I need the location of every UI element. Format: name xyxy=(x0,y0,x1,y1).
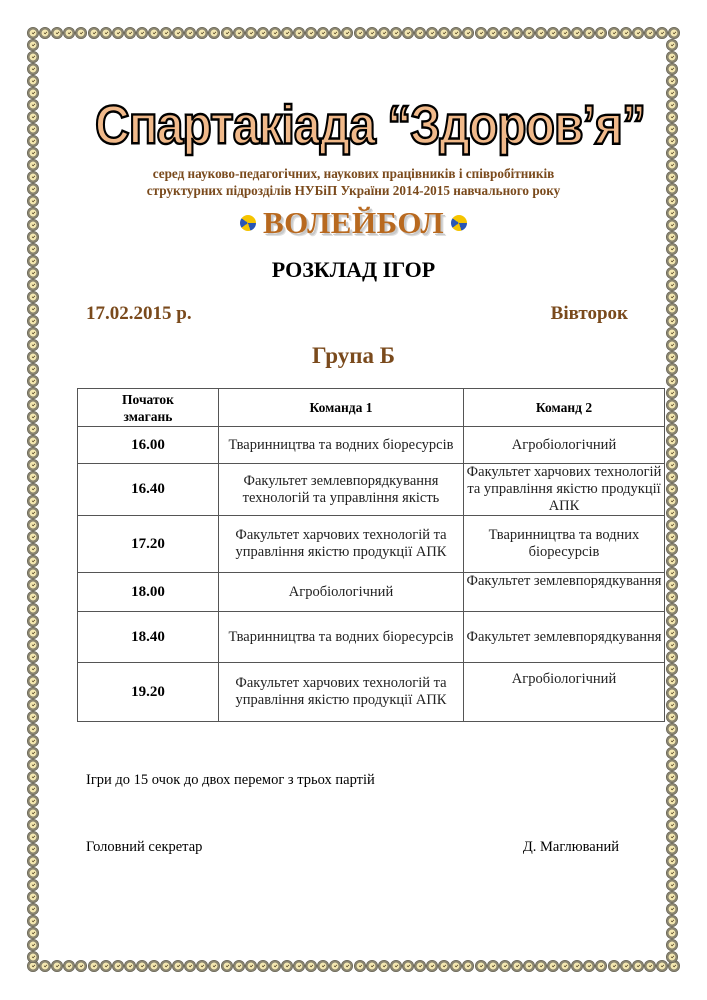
clock-icon xyxy=(27,903,39,915)
clock-icon xyxy=(666,591,678,603)
clock-icon xyxy=(666,795,678,807)
clock-icon xyxy=(317,27,329,39)
clock-icon xyxy=(27,855,39,867)
clock-icon xyxy=(27,447,39,459)
clock-icon xyxy=(666,771,678,783)
team-2-cell: Агробіологічний xyxy=(464,427,665,464)
clock-icon xyxy=(378,27,390,39)
clock-icon xyxy=(666,315,678,327)
start-time-cell: 19.20 xyxy=(78,663,219,722)
clock-icon xyxy=(666,123,678,135)
clock-icon xyxy=(305,27,317,39)
start-time-cell: 16.00 xyxy=(78,427,219,464)
clock-icon xyxy=(559,27,571,39)
clock-icon xyxy=(27,591,39,603)
clock-icon xyxy=(27,579,39,591)
clock-icon xyxy=(666,915,678,927)
clock-icon xyxy=(27,951,39,963)
start-time-cell: 18.00 xyxy=(78,573,219,612)
clock-icon xyxy=(620,960,632,972)
clock-icon xyxy=(666,723,678,735)
clock-icon xyxy=(666,63,678,75)
clock-icon xyxy=(341,27,353,39)
clock-icon xyxy=(666,567,678,579)
clock-icon xyxy=(666,627,678,639)
clock-icon xyxy=(666,747,678,759)
clock-icon xyxy=(27,783,39,795)
schedule-title: РОЗКЛАД ІГОР xyxy=(271,257,436,282)
volleyball-icon xyxy=(240,215,256,231)
clock-icon xyxy=(666,543,678,555)
clock-icon xyxy=(27,135,39,147)
clock-icon xyxy=(666,243,678,255)
clock-icon xyxy=(27,675,39,687)
clock-icon xyxy=(305,960,317,972)
clock-icon xyxy=(63,27,75,39)
clock-icon xyxy=(148,960,160,972)
team-1-cell: Тваринництва та водних біоресурсів xyxy=(219,427,464,464)
clock-icon xyxy=(666,675,678,687)
clock-icon xyxy=(27,867,39,879)
clock-icon xyxy=(221,27,233,39)
clock-icon xyxy=(511,960,523,972)
clock-icon xyxy=(668,27,680,39)
page-border-bottom xyxy=(27,960,680,972)
clock-icon xyxy=(329,960,341,972)
clock-icon xyxy=(39,27,51,39)
clock-icon xyxy=(666,447,678,459)
clock-icon xyxy=(27,375,39,387)
clock-icon xyxy=(666,99,678,111)
clock-icon xyxy=(27,507,39,519)
clock-icon xyxy=(450,27,462,39)
clock-icon xyxy=(27,87,39,99)
clock-icon xyxy=(608,27,620,39)
team-2-cell: Факультет землевпорядкування xyxy=(464,573,665,612)
clock-icon xyxy=(281,27,293,39)
clock-icon xyxy=(414,27,426,39)
clock-icon xyxy=(666,135,678,147)
clock-icon xyxy=(51,27,63,39)
clock-icon xyxy=(366,960,378,972)
clock-icon xyxy=(293,960,305,972)
clock-icon xyxy=(172,960,184,972)
clock-icon xyxy=(666,555,678,567)
clock-icon xyxy=(27,303,39,315)
clock-icon xyxy=(27,423,39,435)
clock-icon xyxy=(666,867,678,879)
title-text: Спартакіада “Здоров’я” xyxy=(95,94,646,157)
clock-icon xyxy=(666,783,678,795)
clock-icon xyxy=(27,27,39,39)
clock-icon xyxy=(63,960,75,972)
clock-icon xyxy=(402,960,414,972)
clock-icon xyxy=(559,960,571,972)
clock-icon xyxy=(27,891,39,903)
clock-icon xyxy=(233,27,245,39)
clock-icon xyxy=(27,687,39,699)
clock-icon xyxy=(666,495,678,507)
clock-icon xyxy=(88,27,100,39)
clock-icon xyxy=(666,663,678,675)
clock-icon xyxy=(438,27,450,39)
clock-icon xyxy=(666,423,678,435)
clock-icon xyxy=(221,960,233,972)
clock-icon xyxy=(666,819,678,831)
clock-icon xyxy=(39,960,51,972)
clock-icon xyxy=(196,960,208,972)
clock-icon xyxy=(27,555,39,567)
clock-icon xyxy=(124,960,136,972)
clock-icon xyxy=(666,831,678,843)
header-team-2: Команд 2 xyxy=(464,389,665,427)
clock-icon xyxy=(341,960,353,972)
clock-icon xyxy=(27,843,39,855)
clock-icon xyxy=(100,27,112,39)
clock-icon xyxy=(27,39,39,51)
start-time-cell: 18.40 xyxy=(78,612,219,663)
clock-icon xyxy=(414,960,426,972)
clock-icon xyxy=(27,411,39,423)
clock-icon xyxy=(124,27,136,39)
signature-name: Д. Маглюваний xyxy=(522,839,619,855)
clock-icon xyxy=(487,960,499,972)
clock-icon xyxy=(666,531,678,543)
clock-icon xyxy=(620,27,632,39)
clock-icon xyxy=(160,27,172,39)
clock-icon xyxy=(666,375,678,387)
clock-icon xyxy=(27,63,39,75)
header-team-1: Команда 1 xyxy=(219,389,464,427)
clock-icon xyxy=(666,519,678,531)
clock-icon xyxy=(27,759,39,771)
clock-icon xyxy=(27,531,39,543)
clock-icon xyxy=(136,960,148,972)
clock-icon xyxy=(462,27,474,39)
clock-icon xyxy=(523,27,535,39)
team-2-cell: Факультет харчових технологій та управління якістю продукції АПК xyxy=(464,464,665,516)
clock-icon xyxy=(666,807,678,819)
table-row xyxy=(78,612,665,663)
clock-icon xyxy=(666,615,678,627)
clock-icon xyxy=(499,27,511,39)
clock-icon xyxy=(595,960,607,972)
clock-icon xyxy=(184,27,196,39)
clock-icon xyxy=(666,459,678,471)
clock-icon xyxy=(27,291,39,303)
clock-icon xyxy=(27,519,39,531)
volleyball-icon xyxy=(451,215,467,231)
team-2-cell: Агробіологічний xyxy=(464,663,665,722)
clock-icon xyxy=(632,960,644,972)
sport-title: ВОЛЕЙБОЛ xyxy=(262,205,445,240)
clock-icon xyxy=(245,27,257,39)
clock-icon xyxy=(666,411,678,423)
clock-icon xyxy=(257,960,269,972)
team-1-cell: Факультет харчових технологій та управління якістю продукції АПК xyxy=(219,663,464,722)
clock-icon xyxy=(27,435,39,447)
clock-icon xyxy=(666,87,678,99)
clock-icon xyxy=(136,27,148,39)
clock-icon xyxy=(535,27,547,39)
clock-icon xyxy=(148,27,160,39)
clock-icon xyxy=(583,27,595,39)
clock-icon xyxy=(462,960,474,972)
clock-icon xyxy=(487,27,499,39)
table-row xyxy=(78,464,665,516)
clock-icon xyxy=(27,147,39,159)
clock-icon xyxy=(27,651,39,663)
clock-icon xyxy=(329,27,341,39)
clock-icon xyxy=(390,27,402,39)
table-row xyxy=(78,516,665,573)
clock-icon xyxy=(511,27,523,39)
clock-icon xyxy=(666,291,678,303)
clock-icon xyxy=(666,927,678,939)
clock-icon xyxy=(475,960,487,972)
group-title: Група Б xyxy=(312,343,395,368)
clock-icon xyxy=(656,27,668,39)
clock-icon xyxy=(666,639,678,651)
clock-icon xyxy=(27,327,39,339)
clock-icon xyxy=(378,960,390,972)
subtitle-line-1: серед науково-педагогічних, наукових працівників і співробітників xyxy=(152,166,555,181)
clock-icon xyxy=(27,483,39,495)
clock-icon xyxy=(27,627,39,639)
clock-icon xyxy=(666,711,678,723)
clock-icon xyxy=(75,27,87,39)
clock-icon xyxy=(51,960,63,972)
clock-icon xyxy=(27,939,39,951)
clock-icon xyxy=(450,960,462,972)
clock-icon xyxy=(666,699,678,711)
clock-icon xyxy=(27,567,39,579)
clock-icon xyxy=(666,147,678,159)
clock-icon xyxy=(583,960,595,972)
clock-icon xyxy=(27,51,39,63)
clock-icon xyxy=(257,27,269,39)
clock-icon xyxy=(426,27,438,39)
clock-icon xyxy=(27,603,39,615)
clock-icon xyxy=(571,960,583,972)
clock-icon xyxy=(666,735,678,747)
subtitle-line-2: структурних підрозділів НУБіП України 2014-2015 навчального року xyxy=(146,183,561,198)
title-word-art xyxy=(90,93,650,163)
clock-icon xyxy=(666,327,678,339)
clock-icon xyxy=(245,960,257,972)
clock-icon xyxy=(233,960,245,972)
clock-icon xyxy=(27,111,39,123)
header-start-time: Початок змагань xyxy=(78,389,219,427)
clock-icon xyxy=(172,27,184,39)
team-2-cell: Факультет землевпорядкування xyxy=(464,612,665,663)
clock-icon xyxy=(269,27,281,39)
clock-icon xyxy=(571,27,583,39)
clock-icon xyxy=(666,879,678,891)
clock-icon xyxy=(27,819,39,831)
clock-icon xyxy=(27,99,39,111)
team-1-cell: Факультет харчових технологій та управління якістю продукції АПК xyxy=(219,516,464,573)
signature-role: Головний секретар xyxy=(86,839,203,855)
clock-icon xyxy=(666,855,678,867)
clock-icon xyxy=(666,471,678,483)
clock-icon xyxy=(27,615,39,627)
match-weekday: Вівторок xyxy=(550,303,628,324)
clock-icon xyxy=(27,795,39,807)
clock-icon xyxy=(112,960,124,972)
clock-icon xyxy=(366,27,378,39)
clock-icon xyxy=(196,27,208,39)
clock-icon xyxy=(666,39,678,51)
clock-icon xyxy=(27,747,39,759)
clock-icon xyxy=(499,960,511,972)
clock-icon xyxy=(27,699,39,711)
clock-icon xyxy=(523,960,535,972)
clock-icon xyxy=(632,27,644,39)
clock-icon xyxy=(666,603,678,615)
clock-icon xyxy=(281,960,293,972)
clock-icon xyxy=(666,579,678,591)
clock-icon xyxy=(426,960,438,972)
clock-icon xyxy=(666,435,678,447)
clock-icon xyxy=(666,399,678,411)
clock-icon xyxy=(354,960,366,972)
clock-icon xyxy=(475,27,487,39)
clock-icon xyxy=(269,960,281,972)
clock-icon xyxy=(184,960,196,972)
start-time-cell: 16.40 xyxy=(78,464,219,516)
clock-icon xyxy=(160,960,172,972)
clock-icon xyxy=(27,471,39,483)
clock-icon xyxy=(390,960,402,972)
clock-icon xyxy=(666,939,678,951)
clock-icon xyxy=(666,483,678,495)
clock-icon xyxy=(402,27,414,39)
clock-icon xyxy=(27,663,39,675)
clock-icon xyxy=(666,75,678,87)
clock-icon xyxy=(644,960,656,972)
clock-icon xyxy=(666,387,678,399)
clock-icon xyxy=(27,735,39,747)
schedule-table xyxy=(77,388,665,722)
clock-icon xyxy=(666,891,678,903)
clock-icon xyxy=(27,711,39,723)
table-row xyxy=(78,427,665,464)
clock-icon xyxy=(666,951,678,963)
table-header-row xyxy=(78,389,665,427)
clock-icon xyxy=(27,459,39,471)
match-date: 17.02.2015 р. xyxy=(86,303,192,324)
clock-icon xyxy=(666,111,678,123)
clock-icon xyxy=(666,51,678,63)
clock-icon xyxy=(666,903,678,915)
clock-icon xyxy=(27,771,39,783)
clock-icon xyxy=(666,687,678,699)
clock-icon xyxy=(666,303,678,315)
sport-heading xyxy=(0,205,707,241)
rules-note: Ігри до 15 очок до двох перемог з трьох партій xyxy=(86,772,375,788)
clock-icon xyxy=(208,960,220,972)
clock-icon xyxy=(27,879,39,891)
clock-icon xyxy=(666,507,678,519)
clock-icon xyxy=(547,27,559,39)
clock-icon xyxy=(595,27,607,39)
clock-icon xyxy=(27,387,39,399)
clock-icon xyxy=(354,27,366,39)
clock-icon xyxy=(27,75,39,87)
clock-icon xyxy=(27,123,39,135)
clock-icon xyxy=(27,495,39,507)
clock-icon xyxy=(27,927,39,939)
team-2-cell: Тваринництва та водних біоресурсів xyxy=(464,516,665,573)
clock-icon xyxy=(608,960,620,972)
team-1-cell: Тваринництва та водних біоресурсів xyxy=(219,612,464,663)
clock-icon xyxy=(27,543,39,555)
clock-icon xyxy=(27,915,39,927)
clock-icon xyxy=(666,759,678,771)
clock-icon xyxy=(535,960,547,972)
clock-icon xyxy=(27,243,39,255)
clock-icon xyxy=(27,315,39,327)
clock-icon xyxy=(112,27,124,39)
table-row xyxy=(78,573,665,612)
team-1-cell: Факультет землевпорядкування технологій та управління якість xyxy=(219,464,464,516)
clock-icon xyxy=(27,831,39,843)
clock-icon xyxy=(438,960,450,972)
team-1-cell: Агробіологічний xyxy=(219,573,464,612)
table-row xyxy=(78,663,665,722)
start-time-cell: 17.20 xyxy=(78,516,219,573)
clock-icon xyxy=(666,843,678,855)
page-border-top xyxy=(27,27,680,39)
clock-icon xyxy=(547,960,559,972)
clock-icon xyxy=(27,807,39,819)
clock-icon xyxy=(100,960,112,972)
clock-icon xyxy=(88,960,100,972)
clock-icon xyxy=(75,960,87,972)
clock-icon xyxy=(666,651,678,663)
clock-icon xyxy=(27,639,39,651)
clock-icon xyxy=(644,27,656,39)
clock-icon xyxy=(317,960,329,972)
clock-icon xyxy=(27,399,39,411)
clock-icon xyxy=(293,27,305,39)
clock-icon xyxy=(27,723,39,735)
clock-icon xyxy=(208,27,220,39)
